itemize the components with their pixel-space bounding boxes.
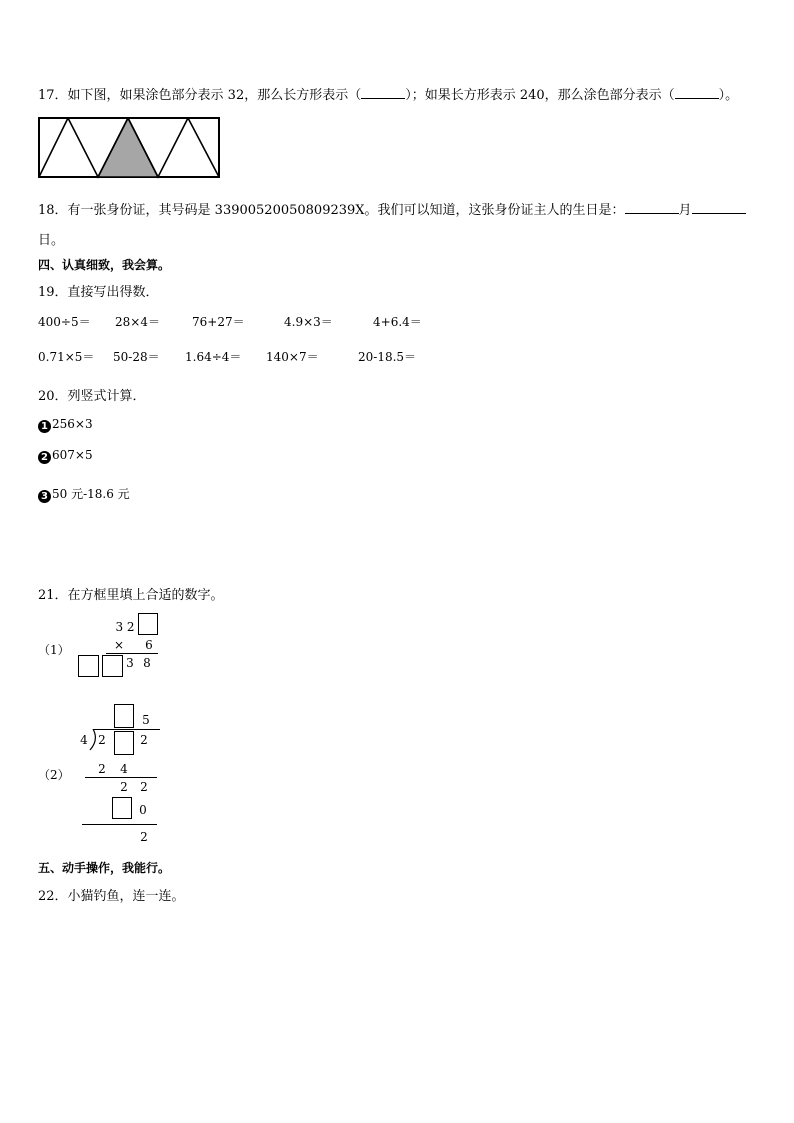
q19-r1-c4: 4.9×3＝ — [284, 315, 333, 329]
q18-line1 — [38, 199, 746, 218]
q19-r1-c3: 76+27＝ — [192, 315, 245, 329]
q20-item-3 — [38, 485, 130, 503]
q17-blank-2[interactable] — [675, 98, 719, 99]
q21-p2-step1-d2: 4 — [120, 762, 128, 776]
q17-text-b: ）；如果长方形表示 240，那么涂色部分表示（ — [405, 88, 675, 103]
q21-p1-rule — [106, 653, 158, 654]
q21-p2-step2-d2: 2 — [140, 780, 148, 794]
q21-p2-rule-2 — [82, 824, 157, 825]
q20-item-1-expr: 256×3 — [52, 417, 93, 431]
q21-p1-result-d1: 3 — [126, 656, 134, 670]
q20-item-3-expr: 50 元-18.6 元 — [52, 487, 130, 501]
q21-p1-box-r1[interactable] — [78, 655, 99, 677]
q21-p1-box-top[interactable] — [138, 613, 158, 635]
q21-p1-box-r2[interactable] — [102, 655, 123, 677]
circled-number-3-icon: 3 — [38, 490, 51, 503]
q21-p2-box-quotient[interactable] — [114, 704, 134, 728]
q21-p2-box-dividend[interactable] — [114, 731, 134, 755]
q21-p2-dividend-first: 2 — [98, 733, 106, 747]
q21-p2-step3-digit: 0 — [139, 803, 147, 817]
q21-p1-top-digits: 3 2 — [115, 620, 135, 634]
q21-p2-step2-d1: 2 — [120, 780, 128, 794]
q21-p2-divisor: 4 — [80, 733, 88, 747]
q19-r2-c1: 0.71×5＝ — [38, 350, 95, 364]
q21-p2-label: （2） — [38, 768, 70, 782]
q21-p1-times: × — [113, 638, 125, 652]
q20-title: 20．列竖式计算． — [38, 389, 146, 404]
q21-title: 21．在方框里填上合适的数字。 — [38, 588, 224, 603]
q21-p2-quotient-digit: 5 — [142, 713, 150, 727]
q17-triangle-rectangle-figure — [38, 117, 221, 179]
q21-p2-dividend-last: 2 — [140, 733, 148, 747]
q18-month: 月 — [678, 203, 692, 218]
q19-r1-c2: 28×4＝ — [115, 315, 160, 329]
q19-r1-c5: 4+6.4＝ — [373, 315, 422, 329]
q17-text-a: 17．如下图，如果涂色部分表示 32，那么长方形表示（ — [38, 88, 362, 103]
q18-blank-day[interactable] — [692, 213, 746, 214]
circled-number-1-icon: 1 — [38, 420, 51, 433]
circled-number-2-icon: 2 — [38, 451, 51, 464]
section4-title: 四、认真细致，我会算。 — [38, 258, 171, 272]
q19-r2-c2: 50-28＝ — [113, 350, 160, 364]
q17-blank-1[interactable] — [361, 98, 405, 99]
q19-r2-c3: 1.64÷4＝ — [185, 350, 242, 364]
q22-title: 22．小猫钓鱼，连一连。 — [38, 889, 185, 904]
q21-p2-rule-1 — [85, 777, 157, 778]
q21-p2-step1-d1: 2 — [98, 762, 106, 776]
q18-line2: 日。 — [38, 233, 65, 248]
q19-r2-c5: 20-18.5＝ — [358, 350, 417, 364]
q19-r1-c1: 400÷5＝ — [38, 315, 91, 329]
q18-text: 18．有一张身份证，其号码是 339005200508092​39X。我们可以知道，这张身份证主人的生日是： — [38, 203, 625, 218]
q21-p1-result-d2: 8 — [143, 656, 151, 670]
q17-text — [38, 84, 738, 103]
q21-p2-box-step3[interactable] — [112, 797, 132, 819]
q21-p2-bracket-top — [93, 729, 160, 730]
q21-p1-multiplier: 6 — [145, 638, 153, 652]
q18-blank-month[interactable] — [625, 213, 679, 214]
q20-item-1 — [38, 417, 93, 433]
section5-title: 五、动手操作，我能行。 — [38, 861, 171, 875]
q21-p2-remainder: 2 — [140, 830, 148, 844]
q19-title: 19．直接写出得数． — [38, 285, 159, 300]
q20-item-2 — [38, 448, 93, 464]
q19-r2-c4: 140×7＝ — [266, 350, 319, 364]
q17-text-c: ）。 — [718, 88, 739, 103]
q20-item-2-expr: 607×5 — [52, 448, 93, 462]
q21-p1-label: （1） — [38, 643, 70, 657]
